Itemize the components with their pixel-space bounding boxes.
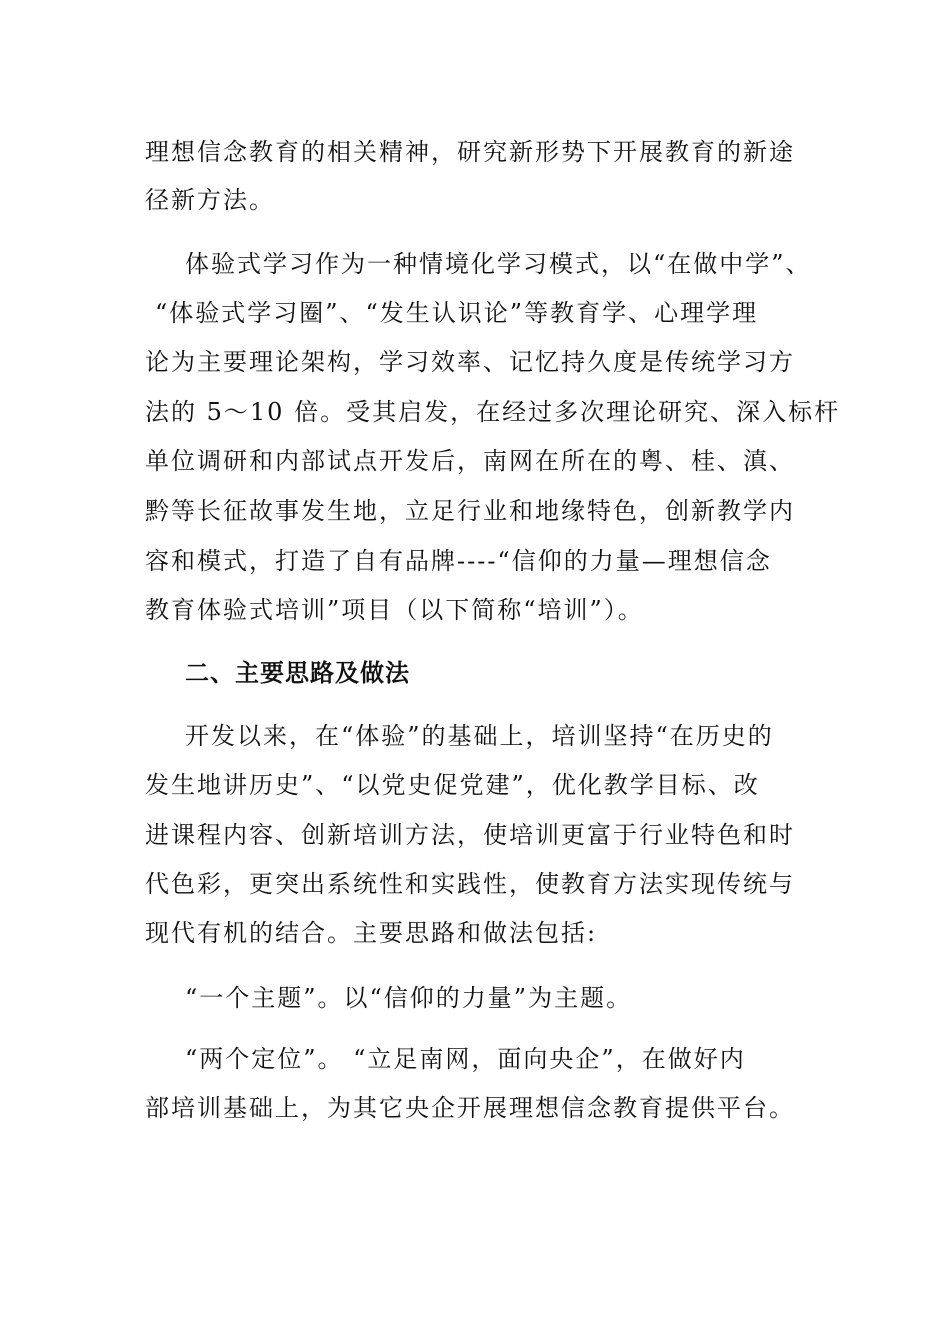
paragraph-line: “两个定位”。 “立足南网，面向央企”，在做好内 [185,1045,746,1073]
paragraph-line: 现代有机的结合。主要思路和做法包括: [145,919,598,947]
paragraph-line: 黔等长征故事发生地，立足行业和地缘特色，创新教学内 [145,497,795,525]
paragraph-line: 开发以来，在“体验”的基础上，培训坚持“在历史的 [185,722,774,750]
paragraph-line: 发生地讲历史”、“以党史促党建”，优化教学目标、改 [145,771,760,799]
paragraph-line: 法的 5～10 倍。受其启发，在经过多次理论研究、深入标杆 [145,398,841,426]
section-heading: 二、主要思路及做法 [185,658,410,687]
paragraph-line: “体验式学习圈”、“发生认识论”等教育学、心理学理 [155,299,759,327]
paragraph-line: 径新方法。 [145,186,275,214]
paragraph-line: 进课程内容、创新培训方法，使培训更富于行业特色和时 [145,821,795,849]
paragraph-line: 理想信念教育的相关精神，研究新形势下开展教育的新途 [145,138,795,166]
paragraph-line: “一个主题”。以“信仰的力量”为主题。 [185,984,633,1012]
paragraph-line: 代色彩，更突出系统性和实践性，使教育方法实现传统与 [145,870,795,898]
paragraph-line: 体验式学习作为一种情境化学习模式，以“在做中学”、 [185,250,812,278]
paragraph-line: 部培训基础上，为其它央企开展理想信念教育提供平台。 [145,1094,795,1122]
paragraph-line: 单位调研和内部试点开发后，南网在所在的粤、桂、滇、 [145,447,795,475]
paragraph-line: 教育体验式培训”项目（以下简称“培训”）。 [145,596,644,624]
paragraph-line: 论为主要理论架构，学习效率、记忆持久度是传统学习方 [145,348,795,376]
paragraph-line: 容和模式，打造了自有品牌----“信仰的力量—理想信念 [145,547,772,575]
